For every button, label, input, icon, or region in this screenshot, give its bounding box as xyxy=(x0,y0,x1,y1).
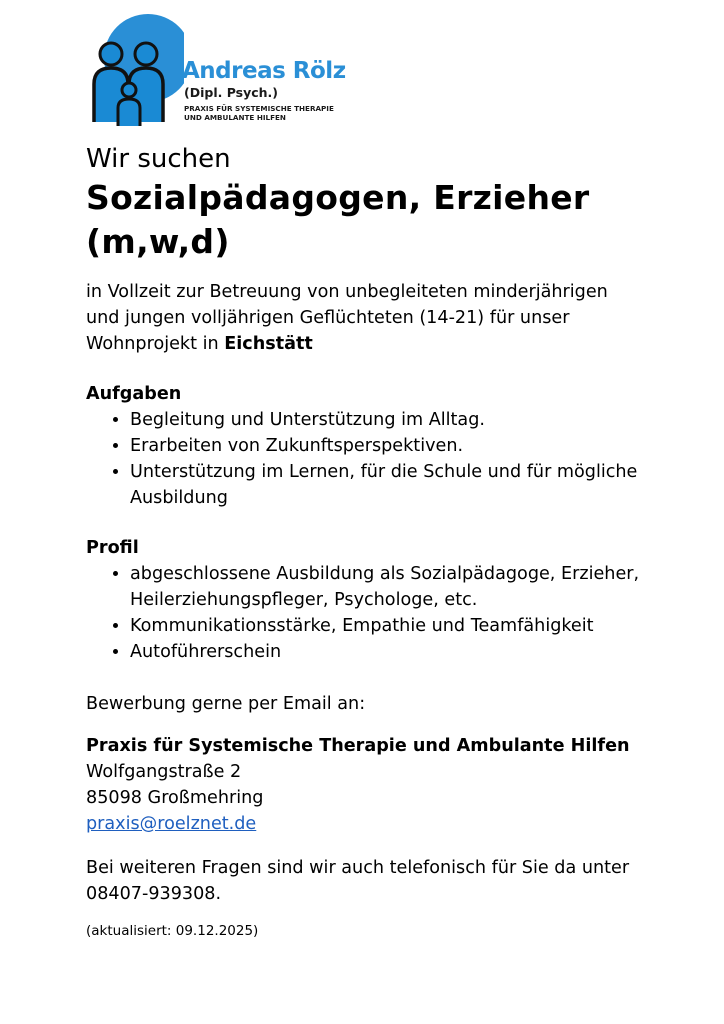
list-item: • Begleitung und Unterstützung im Alltag. xyxy=(130,407,646,433)
list-item: • Unterstützung im Lernen, für die Schule und für mögliche Ausbildung xyxy=(130,459,646,511)
job-posting xyxy=(86,142,646,941)
location-text: Eichstätt xyxy=(224,334,313,354)
headline-line: Sozialpädagogen, Erzieher xyxy=(86,178,590,217)
profile-list xyxy=(86,561,646,665)
logo-name: Andreas Rölz xyxy=(182,58,346,84)
logo-subtitle-line: PRAXIS FÜR SYSTEMISCHE THERAPIE xyxy=(184,104,334,113)
street-address: Wolfgangstraße 2 xyxy=(86,762,242,782)
headline-line: (m,w,d) xyxy=(86,222,230,261)
family-logo-icon xyxy=(84,14,184,132)
list-item: • abgeschlossene Ausbildung als Sozialpädagoge, Erzieher, Heilerziehungspfleger, Psychologe, etc. xyxy=(130,561,646,613)
organization-name: Praxis für Systemische Therapie und Ambulante Hilfen xyxy=(86,736,630,756)
company-logo xyxy=(84,14,354,132)
city-address: 85098 Großmehring xyxy=(86,788,264,808)
list-item: • Kommunikationsstärke, Empathie und Teamfähigkeit xyxy=(130,613,646,639)
logo-title: (Dipl. Psych.) xyxy=(184,85,279,100)
updated-date: (aktualisiert: 09.12.2025) xyxy=(86,923,259,939)
list-item: • Erarbeiten von Zukunftsperspektiven. xyxy=(130,433,646,459)
job-description xyxy=(86,279,646,357)
phone-note: Bei weiteren Fragen sind wir auch telefonisch für Sie da unter 08407-939308. xyxy=(86,858,630,904)
job-headline xyxy=(86,176,646,264)
logo-subtitle xyxy=(184,104,334,122)
intro-text: Wir suchen xyxy=(86,144,231,174)
email-link[interactable]: praxis@roelznet.de xyxy=(86,814,257,834)
tasks-list xyxy=(86,407,646,511)
tasks-heading: Aufgaben xyxy=(86,384,182,404)
profile-heading: Profil xyxy=(86,538,139,558)
description-text: in Vollzeit zur Betreuung von unbegleiteten minderjährigen und jungen volljährigen Geflüchteten (14-21) für unser Wohnprojekt in xyxy=(86,282,608,354)
application-intro: Bewerbung gerne per Email an: xyxy=(86,694,366,714)
list-item: • Autoführerschein xyxy=(130,639,646,665)
logo-subtitle-line: UND AMBULANTE HILFEN xyxy=(184,113,286,122)
